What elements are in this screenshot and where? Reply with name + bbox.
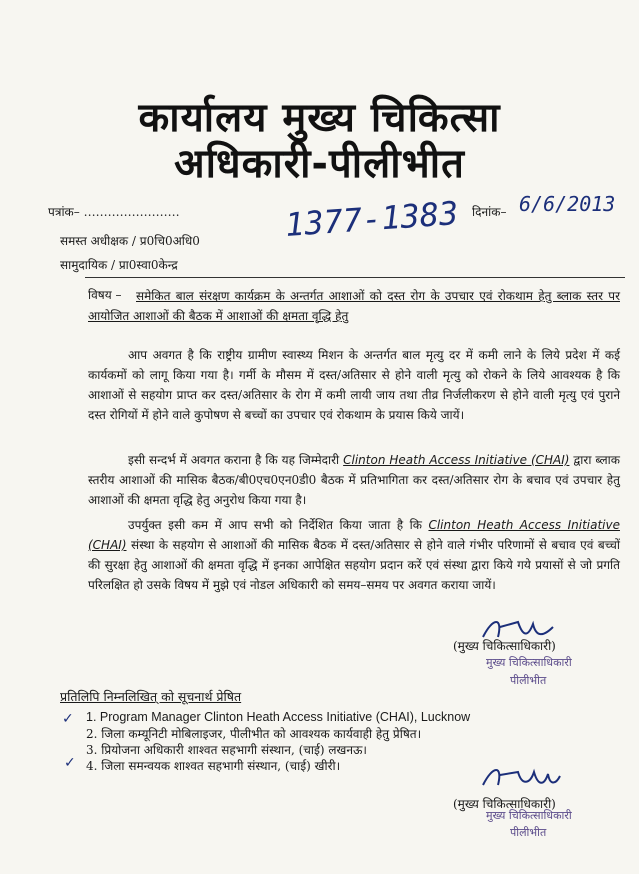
copy-item-3: 3. प्रियोजना अधिकारी शाश्वत सहभागी संस्थान, (चाई) लखनऊ। bbox=[86, 743, 367, 757]
para2-intro: इसी सन्दर्भ में अवगत कराना है कि यह जिम्मेदारी bbox=[128, 453, 340, 467]
office-title-line1: कार्यालय मुख्य चिकित्सा bbox=[138, 95, 501, 141]
tick-mark-1: ✓ bbox=[62, 711, 74, 727]
date-handwritten: 6/6/2013 bbox=[519, 192, 616, 216]
signature-stamp-2-line1: मुख्य चिकित्साधिकारी bbox=[486, 809, 572, 822]
signature-scribble-2 bbox=[478, 760, 563, 795]
signature-stamp-1-line2: पीलीभीत bbox=[510, 674, 547, 687]
subject-label: विषय – bbox=[88, 288, 122, 302]
para3-intro: उपर्युक्त इसी कम में आप सभी को निर्देशित किया जाता है कि bbox=[128, 518, 422, 532]
date-label: दिनांक– bbox=[472, 205, 507, 219]
subject-text: समेकित बाल संरक्षण कार्यक्रम के अन्तर्गत आशाओं को दस्त रोग के उपचार एवं रोकथाम हेतु ब्लाक स्तर पर आयोजित आशाओं की बैठक में आशाओं की क्षमता वृद्धि हेतु bbox=[88, 289, 620, 323]
copy-item-1: 1. Program Manager Clinton Heath Access Initiative (CHAI), Lucknow bbox=[86, 710, 471, 724]
signature-designation-1: (मुख्य चिकित्साधिकारी) bbox=[453, 639, 556, 653]
signature-designation-2: (मुख्य चिकित्साधिकारी) bbox=[453, 797, 556, 811]
letter-number-label: पत्रांक– bbox=[48, 205, 80, 219]
letter-number-field bbox=[48, 203, 180, 220]
dispatch-number-handwritten: 1377-1383 bbox=[283, 193, 460, 245]
office-title-line2: अधिकारी-पीलीभीत bbox=[174, 141, 465, 187]
para3-organisation: Clinton Heath Access Initiative (CHAI) bbox=[88, 518, 620, 552]
signature-stamp-2-line2: पीलीभीत bbox=[510, 826, 547, 839]
para2-organisation: Clinton Heath Access Initiative (CHAI) bbox=[343, 453, 570, 467]
subject-rule bbox=[85, 277, 625, 278]
date-field bbox=[472, 203, 506, 220]
copy-heading: प्रतिलिपि निम्नलिखित् को सूचनार्थ प्रेषित bbox=[60, 689, 242, 704]
copy-item-2: 2. जिला कम्यूनिटी मोबिलाइजर, पीलीभीत को आवश्यक कार्यवाही हेतु प्रेषित। bbox=[86, 727, 422, 741]
signature-stamp-1-line1: मुख्य चिकित्साधिकारी bbox=[486, 656, 572, 669]
copy-item-4: 4. जिला समन्वयक शाश्वत सहभागी संस्थान, (चाई) खीरी। bbox=[86, 759, 341, 773]
para3-rest: संस्था के सहयोग से आशाओं की मासिक बैठक में दस्त/अतिसार से होने वाले गंभीर परिणामों से बचाव एवं बच्चों की सुरक्षा हेतु आशाओं की क्षमता वृद्धि में इनका आपेक्षित सहयोग प्रदान करें एवं संस्था द्वारा किये गये प्रयासों से जो प्रगति परिलक्षित हो उसके विषय में मुझे एवं नोडल अधिकारी को समय–समय पर अवगत कराया जायें। bbox=[88, 538, 620, 592]
recipient-line2: सामुदायिक / प्रा0स्वा0केन्द्र bbox=[60, 258, 178, 272]
tick-mark-4: ✓ bbox=[64, 755, 76, 771]
recipient-line1: समस्त अधीक्षक / प्र0चि0अधि0 bbox=[60, 234, 200, 248]
body-paragraph-2 bbox=[88, 450, 620, 510]
para2-rest: द्वारा ब्लाक स्तरीय आशाओं की मासिक बैठक/बी0एच0एन0डी0 बैठक में प्रतिभागिता कर दस्त/अतिसार रोग के बचाव एवं उपचार हेतु आशाओं की क्षमता वृद्धि हेतु अनुरोध किया गया है। bbox=[88, 453, 620, 507]
letter-number-dots: …………………… bbox=[83, 205, 180, 219]
body-paragraph-3 bbox=[88, 515, 620, 595]
body-paragraph-1: आप अवगत है कि राष्ट्रीय ग्रामीण स्वास्थ्य मिशन के अन्तर्गत बाल मृत्यु दर में कमी लाने के लिये प्रदेश में कई कार्यकमों को लागू किया गया है। गर्मी के मौसम में दस्त/अतिसार से होने वाली मृत्यु को रोकने के लिये आवश्यक है कि आशाओं से सहयोग प्राप्त कर दस्त/अतिसार के रोग में कमी लायी जाय तथा तीव्र निर्जलीकरण से होने वाली मृत्यु एवं पुराने दस्त रोगियों में होने वाले कुपोषण से बच्चों का उपचार एवं रोकथाम के प्रयास किये जायें। bbox=[88, 348, 620, 422]
